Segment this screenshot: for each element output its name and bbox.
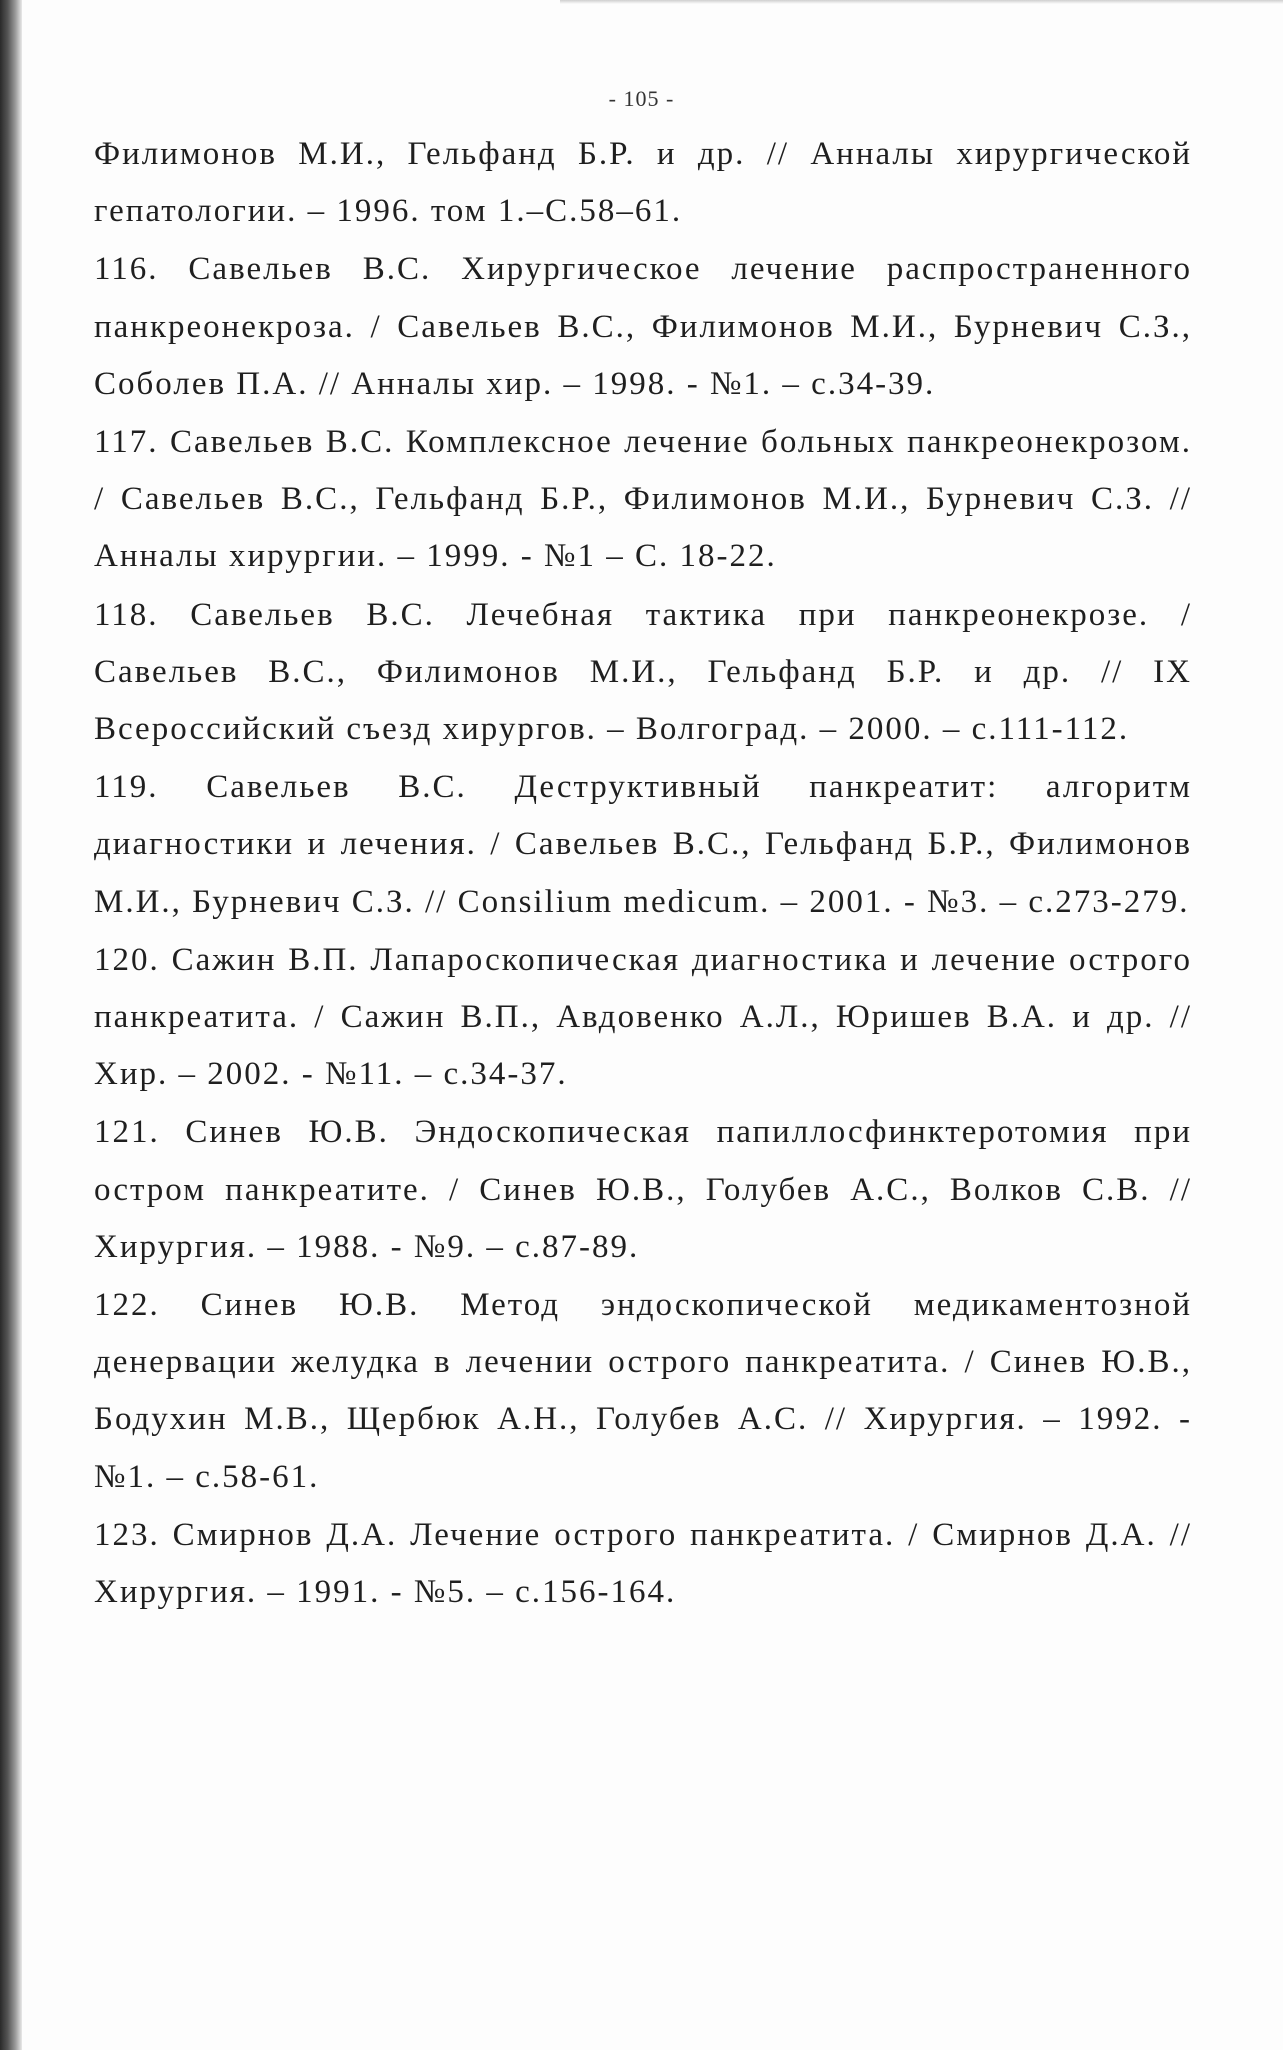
reference-text: Синев Ю.В. Эндоскопическая папиллосфинктеротомия при остром панкреатите. / Синев Ю.В., Голубев А.С., Волков С.В. // Хирургия. – 1988. - №9. – с.87-89. [94, 1114, 1192, 1265]
reference-text: Савельев В.С. Хирургическое лечение распространенного панкреонекроза. / Савельев В.С., Филимонов М.И., Бурневич С.З., Соболев П.А. // Анналы хир. – 1998. - №1. – с.34-39. [94, 251, 1193, 402]
reference-item [94, 932, 1192, 1104]
scan-edge-left [0, 0, 22, 2050]
reference-text: Смирнов Д.А. Лечение острого панкреатита. / Смирнов Д.А. // Хирургия. – 1991. - №5. – с.156-164. [94, 1516, 1193, 1611]
reference-text: Савельев В.С. Комплексное лечение больных панкреонекрозом. / Савельев В.С., Гельфанд Б.Р., Филимонов М.И., Бурневич С.З. // Анналы хирургии. – 1999. - №1 – С. 18-22. [94, 424, 1193, 575]
reference-text: Сажин В.П. Лапароскопическая диагностика и лечение острого панкреатита. / Сажин В.П., Авдовенко А.Л., Юришев В.А. и др. // Хир. – 2002. - №11. – с.34-37. [94, 941, 1193, 1093]
reference-text: Филимонов М.И., Гельфанд Б.Р. и др. // Анналы хирургической гепатологии. – 1996. том 1.–С.58–61. [94, 136, 1192, 230]
reference-number: 122. [94, 1287, 160, 1324]
reference-list [94, 126, 1192, 1622]
reference-item [94, 1104, 1192, 1276]
reference-number: 121. [94, 1114, 160, 1151]
reference-item [94, 759, 1192, 931]
reference-text: Савельев В.С. Деструктивный панкреатит: алгоритм диагностики и лечения. / Савельев В.С., Гельфанд Б.Р., Филимонов М.И., Бурневич С.З. // Consilium medicum. – 2001. - №3. – с.273-279. [94, 769, 1193, 920]
reference-item [94, 126, 1192, 240]
reference-item [94, 587, 1192, 759]
reference-number: 116. [94, 251, 159, 288]
page-number: - 105 - [608, 86, 675, 111]
reference-number: 119. [94, 769, 159, 806]
reference-number: 123. [94, 1516, 160, 1553]
reference-item [94, 1277, 1192, 1506]
reference-item [94, 1507, 1192, 1621]
reference-item [94, 241, 1192, 413]
reference-number: 117. [94, 424, 159, 461]
reference-text: Синев Ю.В. Метод эндоскопической медикаментозной денервации желудка в лечении острого панкреатита. / Синев Ю.В., Бодухин М.В., Щербюк А.Н., Голубев А.С. // Хирургия. – 1992. - №1. – с.58-61. [94, 1287, 1192, 1495]
reference-number: 120. [94, 941, 160, 978]
reference-item [94, 414, 1192, 586]
reference-number: 118. [94, 596, 159, 633]
reference-text: Савельев В.С. Лечебная тактика при панкреонекрозе. / Савельев В.С., Филимонов М.И., Гельфанд Б.Р. и др. // IX Всероссийский съезд хирургов. – Волгоград. – 2000. – с.111-112. [94, 596, 1193, 748]
scan-edge-top [560, 0, 1283, 4]
